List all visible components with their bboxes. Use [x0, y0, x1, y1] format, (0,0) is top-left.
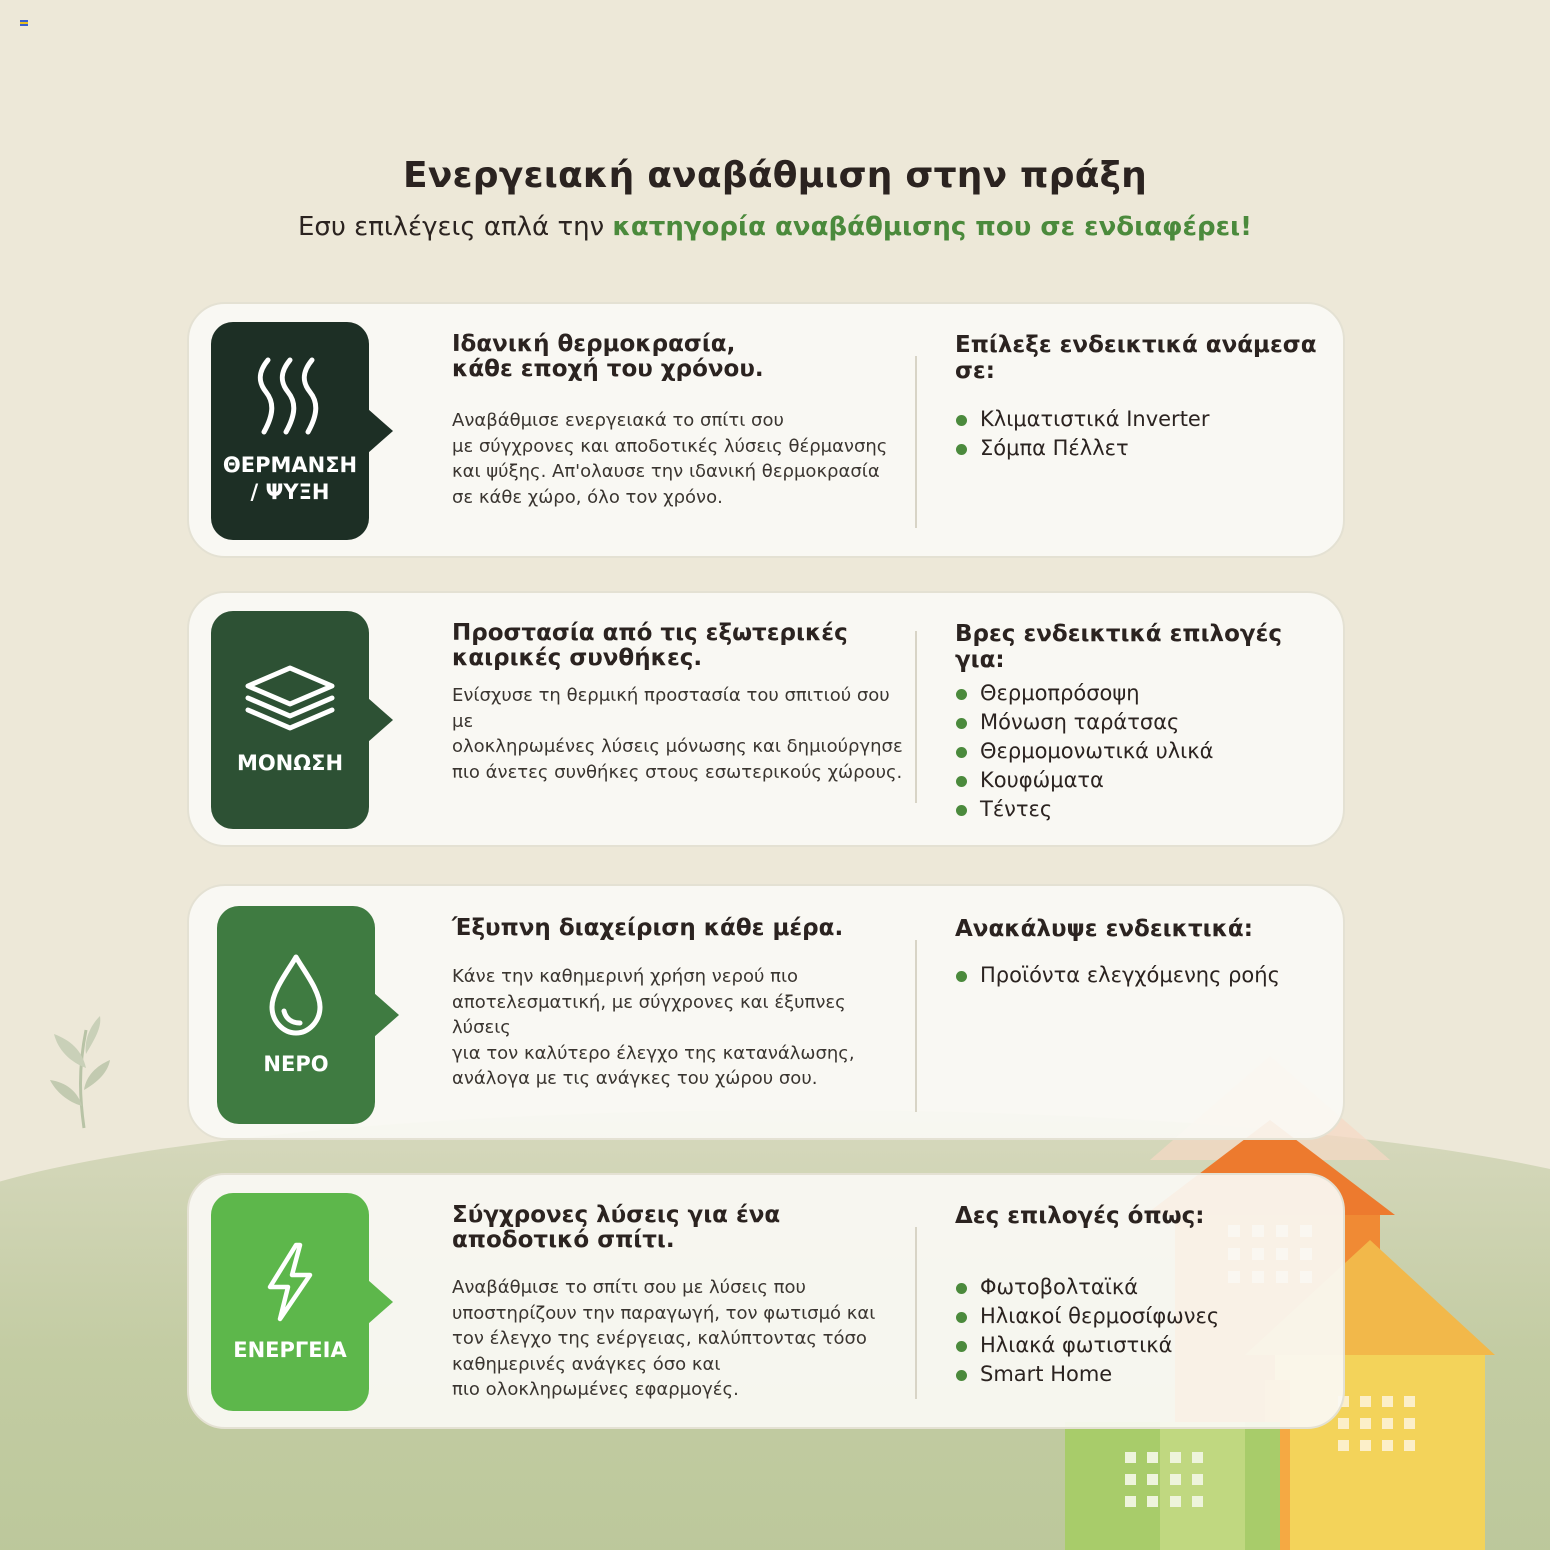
options-title: Ανακάλυψε ενδεικτικά: [955, 916, 1253, 942]
badge-label: ΜΟΝΩΣΗ [236, 750, 344, 775]
card-divider [915, 940, 917, 1112]
option-item[interactable]: Φωτοβολταϊκά [955, 1273, 1335, 1302]
option-item[interactable]: Μόνωση ταράτσας [955, 708, 1335, 737]
lightning-bolt-icon [262, 1241, 318, 1323]
options-title: Επίλεξε ενδεικτικά ανάμεσα σε: [955, 332, 1317, 384]
card-divider [915, 356, 917, 528]
card-energy[interactable] [187, 1173, 1345, 1429]
options-title: Βρες ενδεικτικά επιλογές για: [955, 621, 1283, 673]
category-badge-energy[interactable] [211, 1193, 369, 1411]
option-item[interactable]: Τέντες [955, 795, 1335, 824]
card-insulation[interactable] [187, 591, 1345, 847]
option-item[interactable]: Προϊόντα ελεγχόμενης ροής [955, 961, 1335, 990]
card-divider [915, 631, 917, 803]
card-headline: Σύγχρονες λύσεις για ένα αποδοτικό σπίτι. [452, 1202, 781, 1253]
category-badge-insulation[interactable] [211, 611, 369, 829]
card-headline: Προστασία από τις εξωτερικές καιρικές συνθήκες. [452, 620, 848, 671]
layers-icon [242, 664, 338, 736]
options-list [955, 405, 1335, 463]
category-badge-water[interactable] [217, 906, 375, 1124]
heat-waves-icon [254, 356, 326, 438]
option-item[interactable]: Θερμομονωτικά υλικά [955, 737, 1335, 766]
card-headline: Ιδανική θερμοκρασία, κάθε εποχή του χρόνου. [452, 331, 764, 382]
page-title: Ενεργειακή αναβάθμιση στην πράξη [403, 155, 1147, 196]
badge-label: ΝΕΡΟ [263, 1051, 329, 1076]
option-item[interactable]: Smart Home [955, 1360, 1335, 1389]
option-item[interactable]: Ηλιακοί θερμοσίφωνες [955, 1302, 1335, 1331]
card-description: Κάνε την καθημερινή χρήση νερού πιο αποτελεσματική, με σύγχρονες και έξυπνες λύσεις για τον καλύτερο έλεγχο της κατανάλωσης, ανάλογα με τις ανάγκες του χώρου σου. [452, 966, 855, 1089]
card-water[interactable] [187, 884, 1345, 1140]
options-list [955, 679, 1335, 824]
badge-label: ΕΝΕΡΓΕΙΑ [233, 1337, 347, 1362]
options-title: Δες επιλογές όπως: [955, 1203, 1205, 1229]
card-description: Αναβάθμισε ενεργειακά το σπίτι σου με σύγχρονες και αποδοτικές λύσεις θέρμανσης και ψύξης. Απ'ολαυσε την ιδανική θερμοκρασία σε κάθε χώρο, όλο τον χρόνο. [452, 410, 888, 508]
option-item[interactable]: Θερμοπρόσοψη [955, 679, 1335, 708]
options-list [955, 1273, 1335, 1389]
leaf-decoration-icon [40, 1010, 120, 1130]
subtitle-text: Εσυ επιλέγεις απλά την [297, 212, 613, 242]
card-description: Ενίσχυσε τη θερμική προστασία του σπιτιού σου με ολοκληρωμένες λύσεις μόνωσης και δημιούργησε πιο άνετες συνθήκες στους εσωτερικούς χώρους. [452, 685, 903, 783]
water-drop-icon [266, 953, 326, 1037]
subtitle-highlight: κατηγορία αναβάθμισης που σε ενδιαφέρει! [612, 212, 1253, 242]
option-item[interactable]: Ηλιακά φωτιστικά [955, 1331, 1335, 1360]
page-subtitle [0, 212, 1550, 242]
flag-icon [20, 20, 28, 26]
option-item[interactable]: Κλιματιστικά Inverter [955, 405, 1335, 434]
card-description: Αναβάθμισε το σπίτι σου με λύσεις που υποστηρίζουν την παραγωγή, τον φωτισμό και τον έλεγχο της ενέργειας, καλύπτοντας τόσο καθημερινές ανάγκες όσο και πιο ολοκληρωμένες εφαρμογές. [452, 1277, 876, 1400]
option-item[interactable]: Σόμπα Πέλλετ [955, 434, 1335, 463]
card-heating-cooling[interactable] [187, 302, 1345, 558]
category-badge-heating[interactable] [211, 322, 369, 540]
card-headline: Έξυπνη διαχείριση κάθε μέρα. [452, 915, 844, 941]
badge-label: ΘΕΡΜΑΝΣΗ / ΨΥΞΗ [222, 453, 358, 504]
card-divider [915, 1227, 917, 1399]
options-list [955, 961, 1335, 990]
option-item[interactable]: Κουφώματα [955, 766, 1335, 795]
